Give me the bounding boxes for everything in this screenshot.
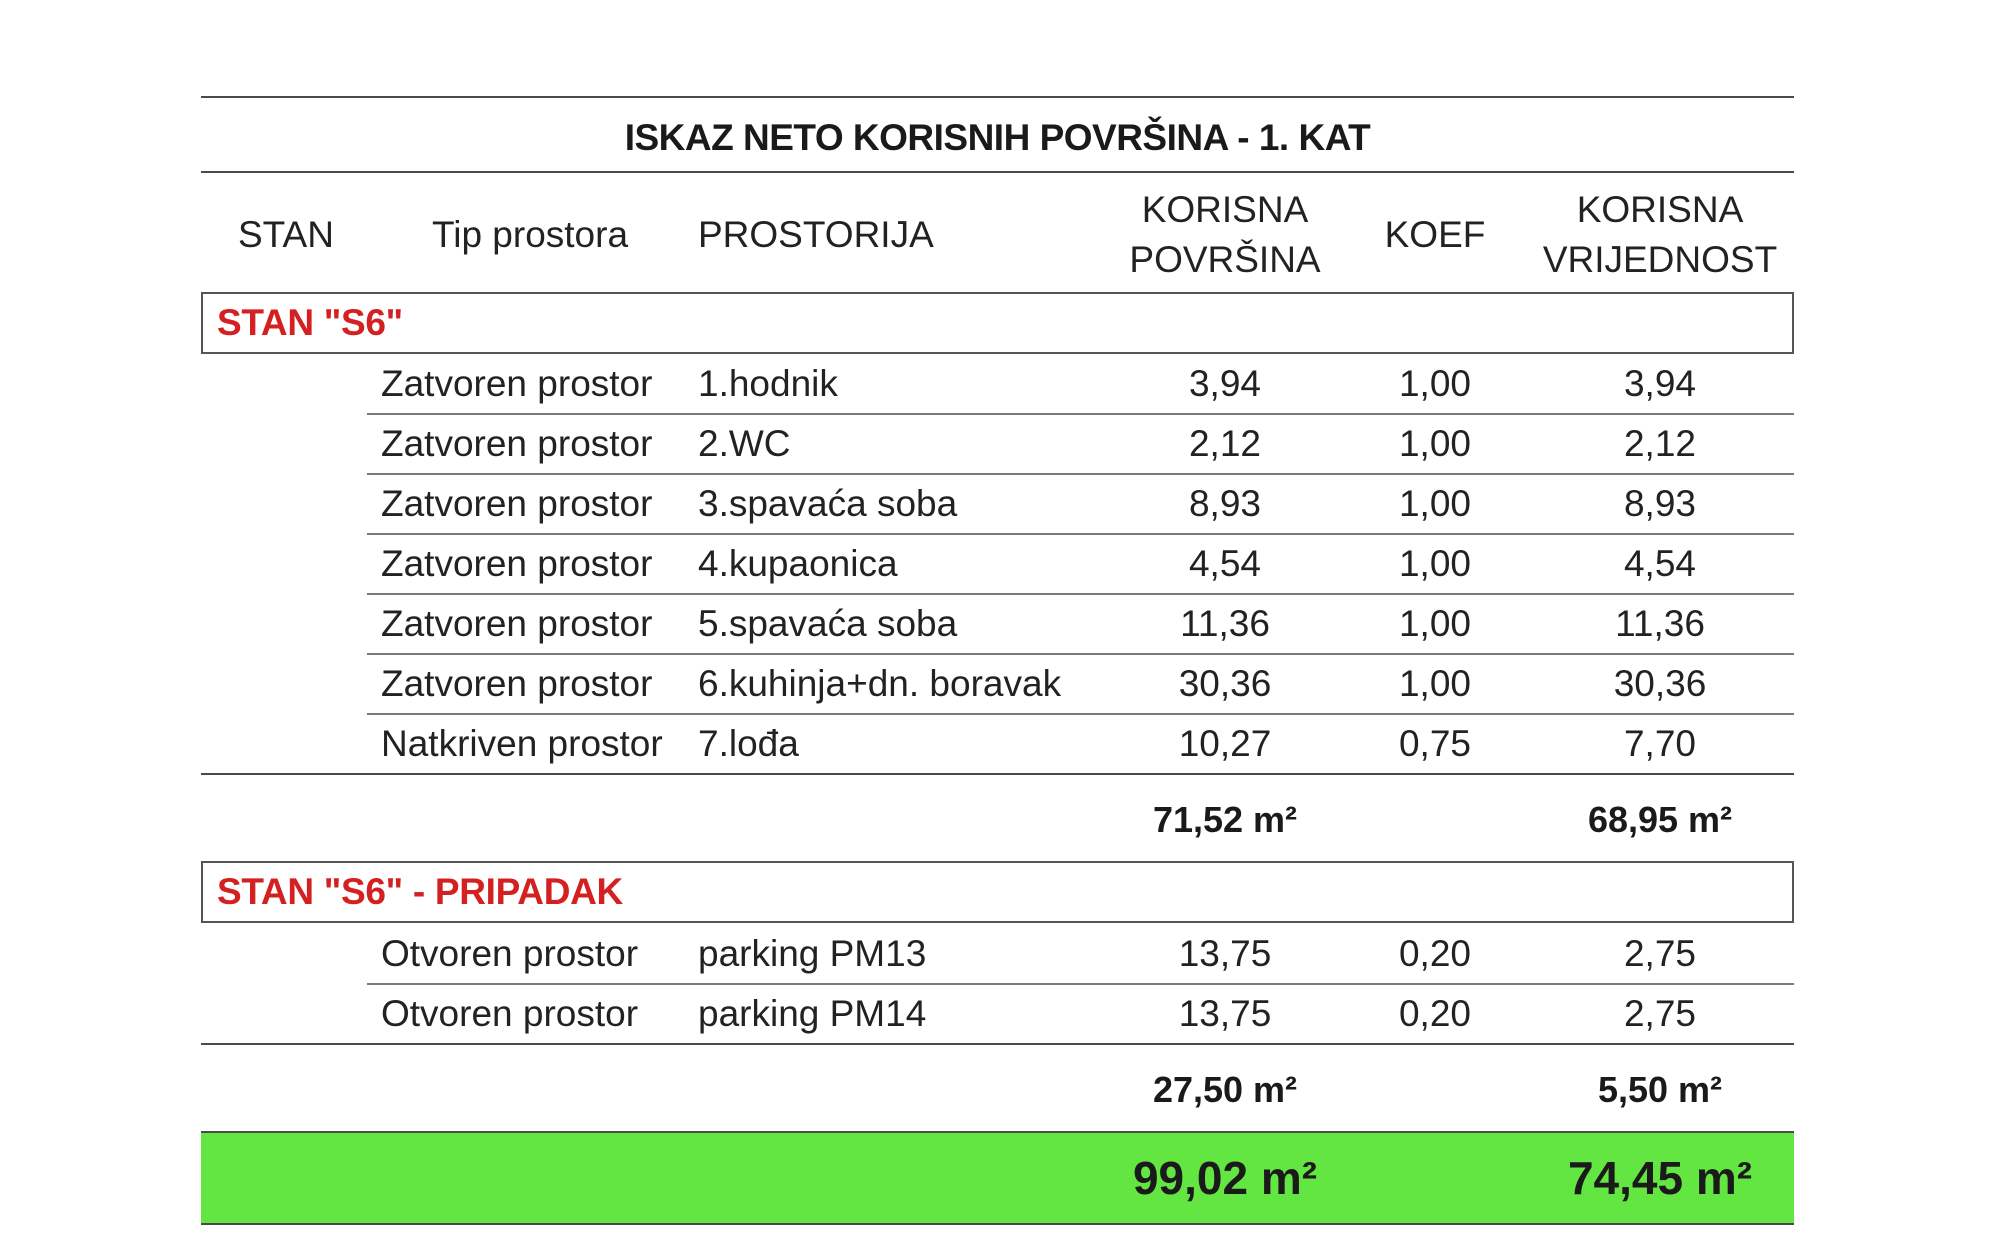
cell-tip: Zatvoren prostor [381,483,653,524]
cell-povrsina: 10,27 [1178,723,1272,764]
cell-vrijednost: 8,93 [1623,483,1696,524]
cell-tip: Zatvoren prostor [381,663,653,704]
cell-povrsina: 4,54 [1188,543,1261,584]
cell-koef: 1,00 [1398,603,1471,644]
cell-povrsina: 13,75 [1178,933,1272,974]
header-tip-prostora: Tip prostora [432,214,629,255]
table-top-rule [201,96,1794,98]
header-vrijednost-line1: KORISNA [1576,189,1744,230]
cell-vrijednost: 4,54 [1623,543,1696,584]
cell-prostorija: parking PM13 [698,933,927,974]
section-s6-bottom-rule [201,773,1794,775]
cell-prostorija: 5.spavaća soba [698,603,958,644]
cell-tip: Otvoren prostor [381,933,639,974]
grand-total-vrijednost: 74,45 m² [1567,1152,1753,1204]
cell-vrijednost: 3,94 [1623,363,1696,404]
cell-koef: 1,00 [1398,363,1471,404]
cell-koef: 1,00 [1398,483,1471,524]
subtotal-vrijednost: 68,95 m² [1587,799,1733,840]
cell-prostorija: 6.kuhinja+dn. boravak [698,663,1062,704]
cell-koef: 0,75 [1398,723,1471,764]
cell-vrijednost: 30,36 [1613,663,1707,704]
cell-koef: 0,20 [1398,933,1471,974]
section-pripadak-bottom-rule [201,1043,1794,1045]
subtotal-vrijednost: 5,50 m² [1597,1069,1723,1110]
section-header-s6-pripadak [201,861,1794,923]
cell-tip: Otvoren prostor [381,993,639,1034]
cell-koef: 1,00 [1398,663,1471,704]
cell-prostorija: 7.lođa [698,723,799,764]
cell-tip: Zatvoren prostor [381,543,653,584]
header-prostorija: PROSTORIJA [698,214,934,255]
cell-vrijednost: 7,70 [1623,723,1696,764]
cell-povrsina: 3,94 [1188,363,1261,404]
subtotal-povrsina: 27,50 m² [1152,1069,1298,1110]
cell-povrsina: 2,12 [1188,423,1261,464]
cell-vrijednost: 2,12 [1623,423,1696,464]
cell-povrsina: 13,75 [1178,993,1272,1034]
title-bottom-rule [201,171,1794,173]
cell-koef: 1,00 [1398,543,1471,584]
cell-povrsina: 11,36 [1180,603,1270,644]
cell-koef: 0,20 [1398,993,1471,1034]
grand-total-povrsina: 99,02 m² [1132,1152,1318,1204]
cell-koef: 1,00 [1398,423,1471,464]
cell-prostorija: 1.hodnik [698,363,838,404]
cell-prostorija: 2.WC [698,423,791,464]
subtotal-povrsina: 71,52 m² [1152,799,1298,840]
header-stan: STAN [238,214,334,255]
header-vrijednost-line2: VRIJEDNOST [1542,239,1778,280]
section-label: STAN "S6" [217,302,403,343]
cell-prostorija: 3.spavaća soba [698,483,958,524]
section-label: STAN "S6" - PRIPADAK [217,871,623,912]
cell-vrijednost: 11,36 [1615,603,1705,644]
cell-prostorija: parking PM14 [698,993,927,1034]
cell-vrijednost: 2,75 [1623,993,1696,1034]
cell-tip: Natkriven prostor [381,723,663,764]
cell-tip: Zatvoren prostor [381,363,653,404]
header-povrsina-line2: POVRŠINA [1129,239,1321,280]
table-title: ISKAZ NETO KORISNIH POVRŠINA - 1. KAT [624,117,1371,158]
grand-total-row [201,1131,1794,1225]
cell-prostorija: 4.kupaonica [698,543,898,584]
cell-povrsina: 8,93 [1188,483,1261,524]
cell-povrsina: 30,36 [1178,663,1272,704]
header-povrsina-line1: KORISNA [1141,189,1309,230]
cell-tip: Zatvoren prostor [381,423,653,464]
cell-tip: Zatvoren prostor [381,603,653,644]
header-koef: KOEF [1384,214,1486,255]
section-header-s6 [201,292,1794,354]
cell-vrijednost: 2,75 [1623,933,1696,974]
